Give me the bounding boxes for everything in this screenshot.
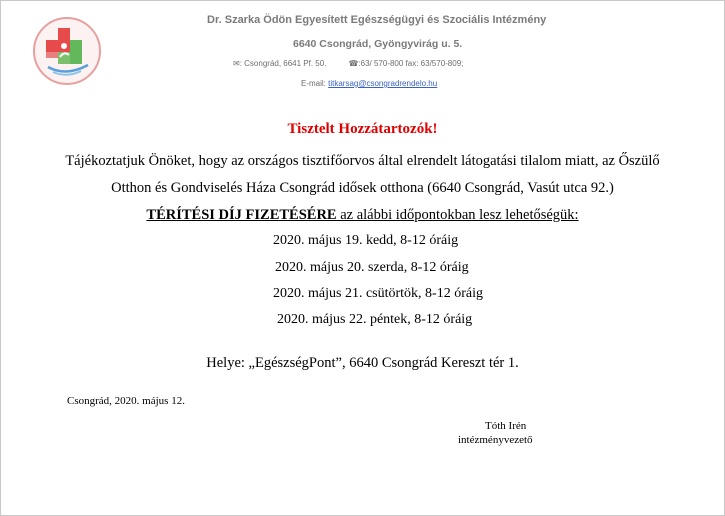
- email-link[interactable]: titkarsag@csongradrendelo.hu: [328, 79, 438, 88]
- body-line-3: [1, 207, 724, 224]
- letter-date: Csongrád, 2020. május 12.: [67, 395, 185, 407]
- payment-rest: az alábbi időpontokban lesz lehetőségük:: [336, 207, 579, 223]
- body-line-1: Tájékoztatjuk Önöket, hogy az országos tisztifőorvos által elrendelt látogatási tilalom miatt, az Őszülő: [65, 153, 660, 169]
- phone-fax: ☎:63/ 570-800 fax: 63/570-809;: [348, 59, 464, 68]
- email-label: E-mail:: [301, 79, 329, 88]
- contact-line: [233, 59, 463, 68]
- signer-title: intézményvezető: [458, 434, 533, 446]
- payment-emphasis: TÉRÍTÉSI DÍJ FIZETÉSÉRE: [146, 207, 337, 223]
- greeting: Tisztelt Hozzátartozók!: [287, 121, 438, 137]
- institution-name: Dr. Szarka Ödön Egyesített Egészségügyi és Szociális Intézmény: [207, 14, 547, 26]
- signer-name: Tóth Irén: [485, 420, 527, 432]
- medical-cross-logo: [31, 15, 103, 87]
- email-line: [301, 79, 437, 88]
- date-item-2: 2020. május 20. szerda, 8-12 óráig: [275, 260, 469, 275]
- location-line: Helye: „EgészségPont”, 6640 Csongrád Kereszt tér 1.: [206, 355, 519, 371]
- body-line-2: Otthon és Gondviselés Háza Csongrád idősek otthona (6640 Csongrád, Vasút utca 92.): [111, 180, 614, 196]
- postal-address: ✉: Csongrád, 6641 Pf. 50.: [233, 59, 327, 68]
- date-item-4: 2020. május 22. péntek, 8-12 óráig: [277, 312, 473, 327]
- institution-address: 6640 Csongrád, Gyöngyvirág u. 5.: [293, 38, 463, 50]
- date-item-1: 2020. május 19. kedd, 8-12 óráig: [273, 233, 459, 248]
- date-item-3: 2020. május 21. csütörtök, 8-12 óráig: [273, 286, 483, 301]
